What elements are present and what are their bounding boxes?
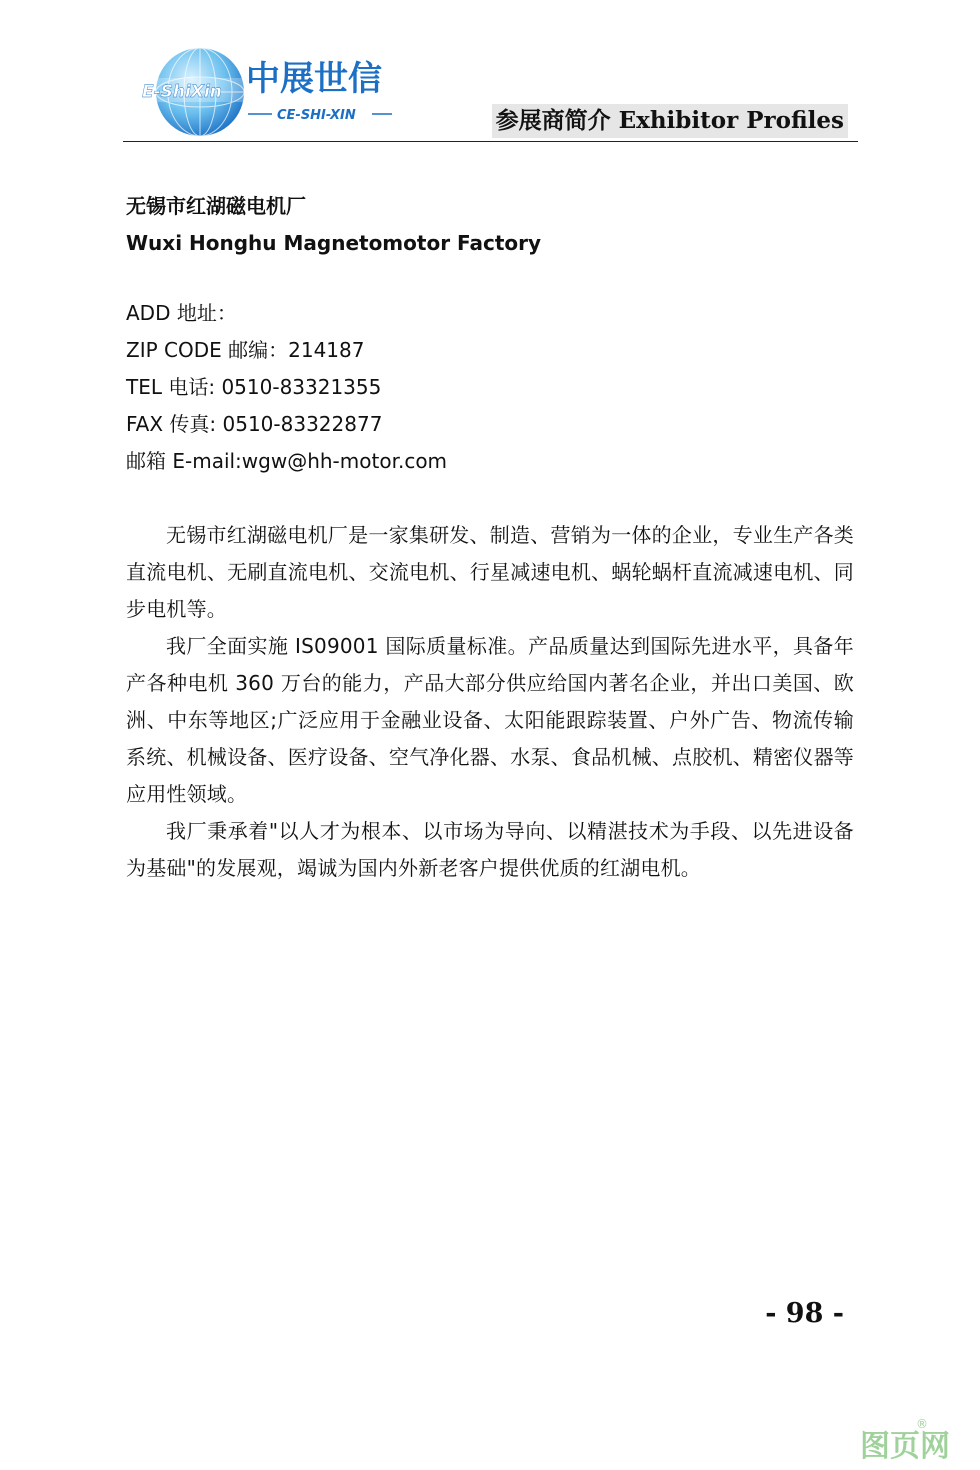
logo-chinese-name: 中展世信 — [246, 59, 382, 99]
paragraph-philosophy: 我厂秉承着"以人才为根本、以市场为导向、以精湛技术为手段、以先进设备为基础"的发展观，竭诚为国内外新老客户提供优质的红湖电机。 — [126, 819, 854, 880]
company-heading — [126, 188, 846, 262]
company-description — [126, 517, 854, 887]
watermark-registered-mark: ® — [916, 1417, 928, 1431]
logo-subtitle: CE-SHI-XIN — [277, 108, 356, 123]
paragraph-quality: 我厂全面实施 IS09001 国际质量标准。产品质量达到国际先进水平，具备年产各种电机 360 万台的能力，产品大部分供应给国内著名企业，并出口美国、欧洲、中东等地区;广泛应用于金融业设备、太阳能跟踪装置、户外广告、物流传输系统、机械设备、医疗设备、空气净化器、水泵、食品机械、点胶机、精密仪器等应用性领域。 — [126, 634, 854, 806]
page-number: - 98 - — [765, 1298, 844, 1329]
watermark — [858, 1414, 970, 1462]
contact-email: 邮箱 E-mail:wgw@hh-motor.com — [126, 449, 448, 473]
header-divider — [123, 141, 858, 142]
company-logo — [136, 44, 406, 140]
contact-block — [126, 295, 846, 480]
contact-fax: FAX 传真: 0510-83322877 — [126, 412, 383, 436]
contact-zip: ZIP CODE 邮编：214187 — [126, 338, 365, 362]
contact-tel: TEL 电话: 0510-83321355 — [126, 375, 382, 399]
contact-address: ADD 地址： — [126, 301, 237, 325]
company-name-cn: 无锡市红湖磁电机厂 — [126, 194, 306, 218]
logo-globe-text: E-ShiXin — [142, 82, 222, 102]
paragraph-intro: 无锡市红湖磁电机厂是一家集研发、制造、营销为一体的企业，专业生产各类直流电机、无刷直流电机、交流电机、行星减速电机、蜗轮蜗杆直流减速电机、同步电机等。 — [126, 523, 854, 621]
watermark-text: 图页网 — [860, 1429, 950, 1462]
section-title: 参展商简介 Exhibitor Profiles — [492, 104, 848, 138]
company-name-en: Wuxi Honghu Magnetomotor Factory — [126, 231, 542, 255]
globe-logo-icon — [136, 44, 406, 140]
watermark-logo-icon — [858, 1414, 970, 1462]
